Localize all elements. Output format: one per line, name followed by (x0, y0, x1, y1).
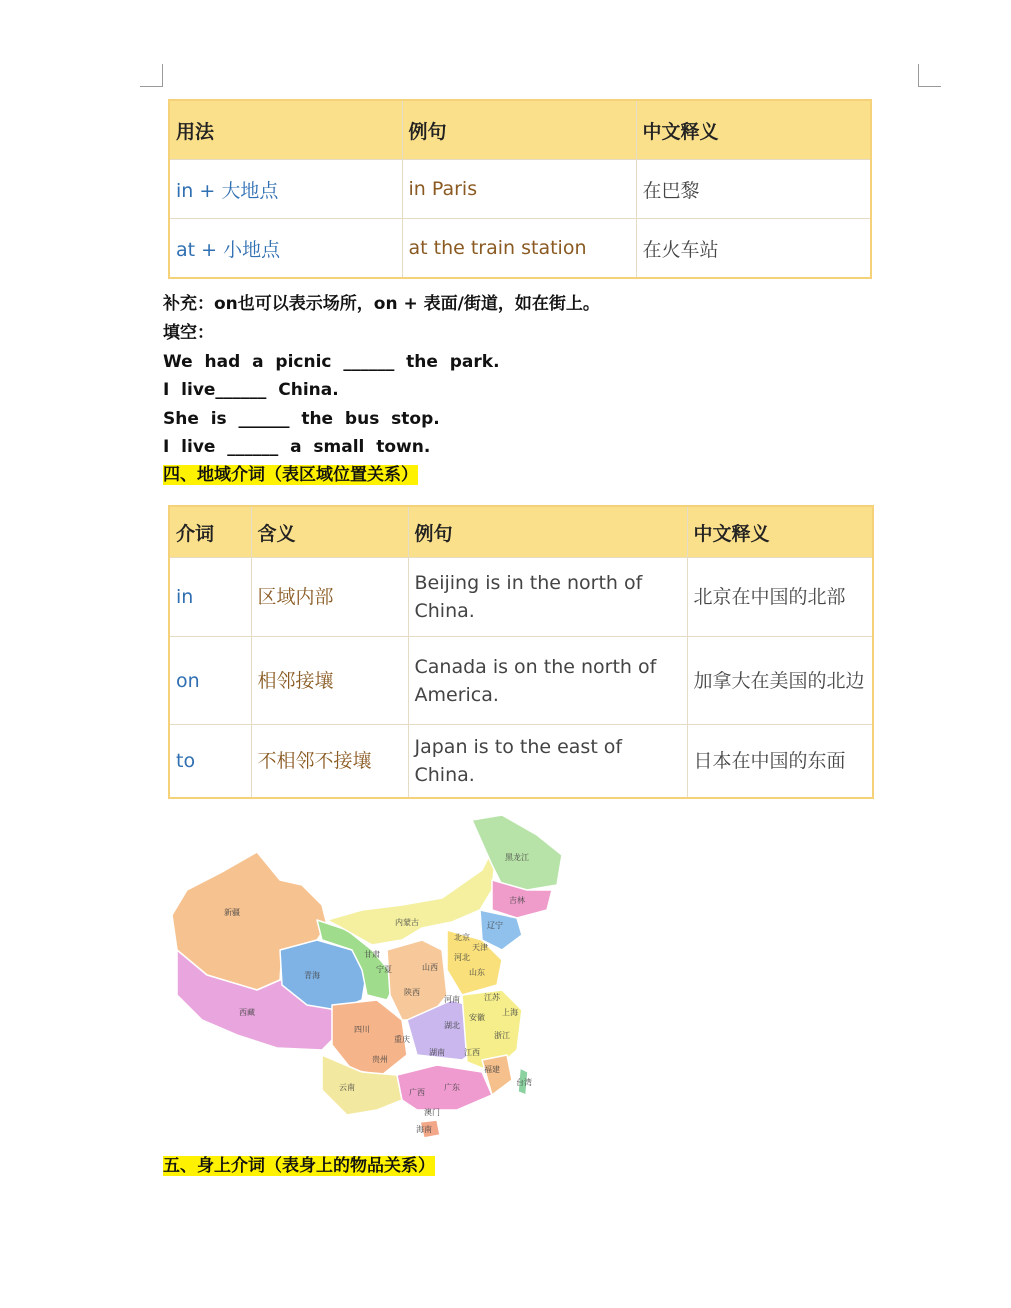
page-corner-mark-top-right (918, 64, 941, 87)
province-label: 黑龙江 (505, 853, 529, 862)
header-example: 例句 (402, 100, 636, 160)
header-example: 例句 (408, 506, 687, 558)
meaning-cell: 相邻接壤 (251, 637, 408, 725)
province-label: 贵州 (372, 1055, 388, 1064)
exercise-line: I live______ China. (163, 380, 339, 400)
chinese-meaning-cell: 加拿大在美国的北边 (687, 637, 873, 725)
province-label: 重庆 (394, 1035, 410, 1044)
chinese-meaning-cell: 日本在中国的东面 (687, 725, 873, 798)
usage-cell: at + 小地点 (169, 219, 402, 279)
usage-cell: in + 大地点 (169, 160, 402, 219)
province-label: 青海 (304, 971, 320, 980)
province-label: 辽宁 (487, 921, 503, 930)
province-label: 江西 (464, 1048, 480, 1057)
meaning-cell: 在巴黎 (636, 160, 871, 219)
province-label: 福建 (484, 1065, 500, 1074)
table-row (169, 558, 873, 637)
example-cell: Canada is on the north of America. (408, 637, 687, 725)
region-preposition-table (168, 505, 874, 799)
table-row (169, 219, 871, 279)
meaning-cell: 区域内部 (251, 558, 408, 637)
section-5-heading: 五、身上介词（表身上的物品关系） (163, 1156, 435, 1176)
preposition-cell: in (169, 558, 251, 637)
province-label: 湖南 (429, 1048, 445, 1057)
province-label: 澳门 (424, 1108, 440, 1117)
province-label: 河北 (454, 953, 470, 962)
province-label: 浙江 (494, 1031, 510, 1040)
header-meaning: 含义 (251, 506, 408, 558)
region-neimenggu (327, 840, 497, 945)
table-header-row (169, 100, 871, 160)
supplement-note: 补充：on也可以表示场所，on + 表面/街道，如在街上。 (163, 294, 600, 314)
province-label: 山东 (469, 968, 485, 977)
section-4-heading: 四、地域介词（表区域位置关系） (163, 465, 418, 485)
header-preposition: 介词 (169, 506, 251, 558)
province-label: 北京 (454, 933, 470, 942)
example-cell: Japan is to the east of China. (408, 725, 687, 798)
example-cell: in Paris (402, 160, 636, 219)
province-label: 西藏 (239, 1008, 255, 1017)
province-label: 天津 (472, 943, 488, 952)
province-label: 台湾 (516, 1078, 532, 1087)
example-cell: at the train station (402, 219, 636, 279)
province-label: 内蒙古 (395, 918, 419, 927)
preposition-cell: to (169, 725, 251, 798)
province-label: 湖北 (444, 1021, 460, 1030)
province-label: 广东 (444, 1083, 460, 1092)
exercise-line: She is ______ the bus stop. (163, 409, 440, 429)
chinese-meaning-cell: 北京在中国的北部 (687, 558, 873, 637)
fill-in-title: 填空： (163, 323, 214, 343)
meaning-cell: 不相邻不接壤 (251, 725, 408, 798)
province-label: 上海 (502, 1008, 518, 1017)
table-row (169, 160, 871, 219)
meaning-cell: 在火车站 (636, 219, 871, 279)
exercise-line: I live ______ a small town. (163, 437, 431, 457)
exercise-line: We had a picnic ______ the park. (163, 352, 500, 372)
table-header-row (169, 506, 873, 558)
province-label: 江苏 (484, 993, 500, 1002)
place-preposition-table (168, 99, 872, 279)
china-province-map (162, 810, 572, 1150)
province-label: 山西 (422, 963, 438, 972)
province-label: 四川 (354, 1025, 370, 1034)
header-chinese-meaning: 中文释义 (636, 100, 871, 160)
preposition-cell: on (169, 637, 251, 725)
header-chinese-meaning: 中文释义 (687, 506, 873, 558)
province-label: 海南 (416, 1125, 432, 1134)
province-label: 吉林 (509, 896, 525, 905)
province-label: 新疆 (224, 908, 240, 917)
province-label: 河南 (444, 995, 460, 1004)
province-label: 广西 (409, 1088, 425, 1097)
table-row (169, 637, 873, 725)
province-label: 宁夏 (376, 965, 392, 974)
province-label: 云南 (339, 1083, 355, 1092)
header-usage: 用法 (169, 100, 402, 160)
page-corner-mark-top-left (140, 64, 163, 87)
province-label: 安徽 (469, 1013, 485, 1022)
example-cell: Beijing is in the north of China. (408, 558, 687, 637)
province-label: 甘肃 (364, 950, 380, 959)
table-row (169, 725, 873, 798)
province-label: 陕西 (404, 988, 420, 997)
